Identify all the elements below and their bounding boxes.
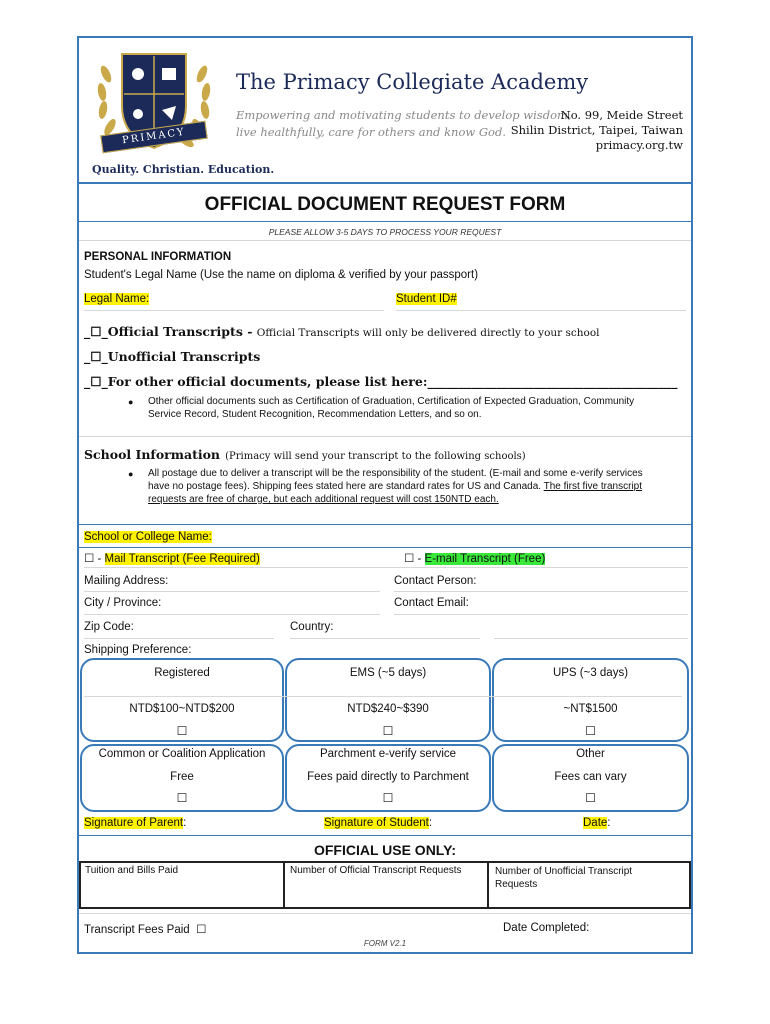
school-info-heading: School Information — [84, 447, 221, 462]
shipping-name: Registered — [154, 667, 210, 679]
mail-transcript-label: Mail Transcript (Fee Required) — [104, 553, 260, 565]
postage-bullet — [148, 467, 688, 506]
official-use-heading: OFFICIAL USE ONLY: — [313, 842, 457, 858]
legal-name-note: Student's Legal Name (Use the name on diploma & verified by your passport) — [84, 269, 479, 281]
address-line1: No. 99, Meide Street — [560, 108, 683, 122]
legal-name-label: Legal Name: — [84, 293, 150, 305]
student-signature-field[interactable] — [324, 817, 432, 829]
shipping-name: EMS (~5 days) — [349, 667, 427, 679]
unofficial-requests-line2: Requests — [495, 879, 538, 890]
website: primacy.org.tw — [595, 138, 683, 152]
zip-field[interactable]: Zip Code: — [84, 621, 134, 633]
form-title: OFFICIAL DOCUMENT REQUEST FORM — [204, 194, 566, 215]
country-underline — [290, 638, 480, 639]
unofficial-requests-cell — [495, 865, 632, 891]
form-subtitle: PLEASE ALLOW 3-5 DAYS TO PROCESS YOUR REQUEST — [268, 227, 502, 237]
shipping-price: NTD$100~NTD$200 — [129, 703, 235, 715]
shipping-divider — [84, 696, 682, 697]
verify-checkbox[interactable]: ☐ — [382, 791, 394, 805]
parent-signature-field[interactable] — [84, 817, 186, 829]
legal-name-underline — [84, 310, 384, 311]
verify-price: Free — [170, 771, 194, 783]
school-section-divider — [79, 524, 691, 525]
school-name-field[interactable] — [84, 531, 212, 543]
verify-name: Common or Coalition Application — [98, 748, 266, 760]
table-col-divider — [487, 861, 489, 909]
verify-checkbox[interactable]: ☐ — [585, 791, 596, 805]
postage-underline1: The first five transcript — [543, 481, 642, 492]
colon: : — [607, 817, 611, 829]
subtitle-divider — [79, 240, 691, 241]
official-transcripts-note: Official Transcripts will only be delivered directly to your school — [256, 327, 600, 339]
form-version: FORM V2.1 — [363, 939, 407, 948]
extra-underline — [494, 638, 688, 639]
school-name-divider — [79, 547, 691, 548]
shipping-checkbox[interactable]: ☐ — [176, 724, 188, 738]
verify-price: Fees paid directly to Parchment — [307, 771, 469, 783]
official-requests-cell: Number of Official Transcript Requests — [290, 865, 462, 876]
contact-person-field[interactable]: Contact Person: — [394, 575, 477, 587]
school-info-note: (Primacy will send your transcript to the following schools) — [225, 451, 526, 462]
date-label: Date — [583, 817, 608, 829]
official-transcripts-label: _☐_Official Transcripts - — [84, 324, 257, 339]
date-field[interactable] — [583, 817, 611, 829]
parent-signature-label: Signature of Parent — [84, 817, 184, 829]
tuition-paid-cell: Tuition and Bills Paid — [85, 865, 179, 876]
verify-price: Fees can vary — [554, 771, 627, 783]
bullet-icon: ● — [128, 397, 134, 407]
address-line2: Shilin District, Taipei, Taiwan — [510, 123, 683, 137]
legal-name-field[interactable] — [84, 293, 149, 305]
mailing-underline — [84, 591, 380, 592]
verify-name: Other — [576, 748, 605, 760]
other-docs-line1: Other official documents such as Certification of Graduation, Certification of Expected Graduation, Community — [148, 396, 635, 407]
unofficial-transcripts-option[interactable]: _☐_Unofficial Transcripts — [84, 349, 261, 364]
unofficial-requests-line1: Number of Unofficial Transcript — [495, 866, 633, 877]
shipping-preference-label: Shipping Preference: — [84, 644, 192, 656]
tagline-line1: Empowering and motivating students to develop wisdom, — [236, 108, 572, 122]
other-documents-option[interactable]: _☐_For other official documents, please list here:________________________________________ — [84, 374, 678, 389]
student-id-label: Student ID# — [396, 293, 457, 305]
fees-paid-row — [84, 922, 206, 936]
official-transcripts-option[interactable] — [84, 324, 600, 339]
school-name-label: School or College Name: — [84, 531, 212, 543]
table-bottom-line — [79, 913, 691, 914]
personal-info-heading: PERSONAL INFORMATION — [84, 251, 232, 263]
shipping-price: NTD$240~$390 — [347, 703, 429, 715]
colon: : — [428, 817, 433, 829]
contact-email-underline — [394, 614, 688, 615]
postage-line1: All postage due to deliver a transcript will be the responsibility of the student. (E-mail and some e-verify services — [148, 468, 643, 479]
email-transcript-checkbox[interactable]: ☐ - — [404, 553, 425, 565]
shipping-checkbox[interactable]: ☐ — [585, 724, 596, 738]
school-name: The Primacy Collegiate Academy — [236, 70, 589, 94]
motto: Quality. Christian. Education. — [92, 163, 275, 176]
signature-divider — [79, 835, 691, 836]
city-field[interactable]: City / Province: — [84, 597, 162, 609]
city-underline — [84, 614, 380, 615]
email-transcript-label: E-mail Transcript (Free) — [424, 553, 546, 565]
verify-name: Parchment e-verify service — [319, 748, 457, 760]
colon: : — [183, 817, 187, 829]
header-divider — [79, 182, 691, 184]
school-info-heading-row — [84, 444, 526, 463]
contact-email-field[interactable]: Contact Email: — [394, 597, 469, 609]
mail-row-divider — [84, 567, 688, 568]
other-docs-divider — [79, 436, 691, 437]
country-field[interactable]: Country: — [290, 621, 334, 633]
title-divider — [79, 221, 691, 222]
shipping-checkbox[interactable]: ☐ — [382, 724, 394, 738]
shipping-price: ~NT$1500 — [563, 703, 618, 715]
other-docs-bullet — [148, 395, 683, 421]
table-col-divider — [283, 861, 285, 909]
postage-underline2: requests are free of charge, but each additional request will cost 150NTD each. — [148, 494, 499, 505]
email-transcript-option[interactable] — [404, 551, 545, 565]
postage-line2: have no postage fees). Shipping fees stated here are standard rates for US and Canada. — [148, 481, 544, 492]
verify-checkbox[interactable]: ☐ — [176, 791, 188, 805]
tagline-line2: live healthfully, care for others and know God. — [236, 125, 506, 139]
fees-paid-checkbox[interactable]: ☐ — [196, 924, 207, 936]
other-docs-line2: Service Record, Student Recognition, Recommendation Letters, and so on. — [148, 409, 482, 420]
crest-banner-text: PRIMACY — [121, 126, 187, 147]
student-id-field[interactable] — [396, 293, 457, 305]
mail-transcript-checkbox[interactable]: ☐ - — [84, 553, 105, 565]
mailing-address-field[interactable]: Mailing Address: — [84, 575, 169, 587]
mail-transcript-option[interactable] — [84, 551, 260, 565]
bullet-icon: ● — [128, 469, 134, 479]
fees-paid-label: Transcript Fees Paid — [84, 924, 190, 936]
student-id-underline — [396, 310, 686, 311]
student-signature-label: Signature of Student — [324, 817, 429, 829]
zip-underline — [84, 638, 274, 639]
shipping-name: UPS (~3 days) — [552, 667, 629, 679]
contact-person-underline — [394, 591, 688, 592]
date-completed-label[interactable]: Date Completed: — [503, 922, 590, 934]
